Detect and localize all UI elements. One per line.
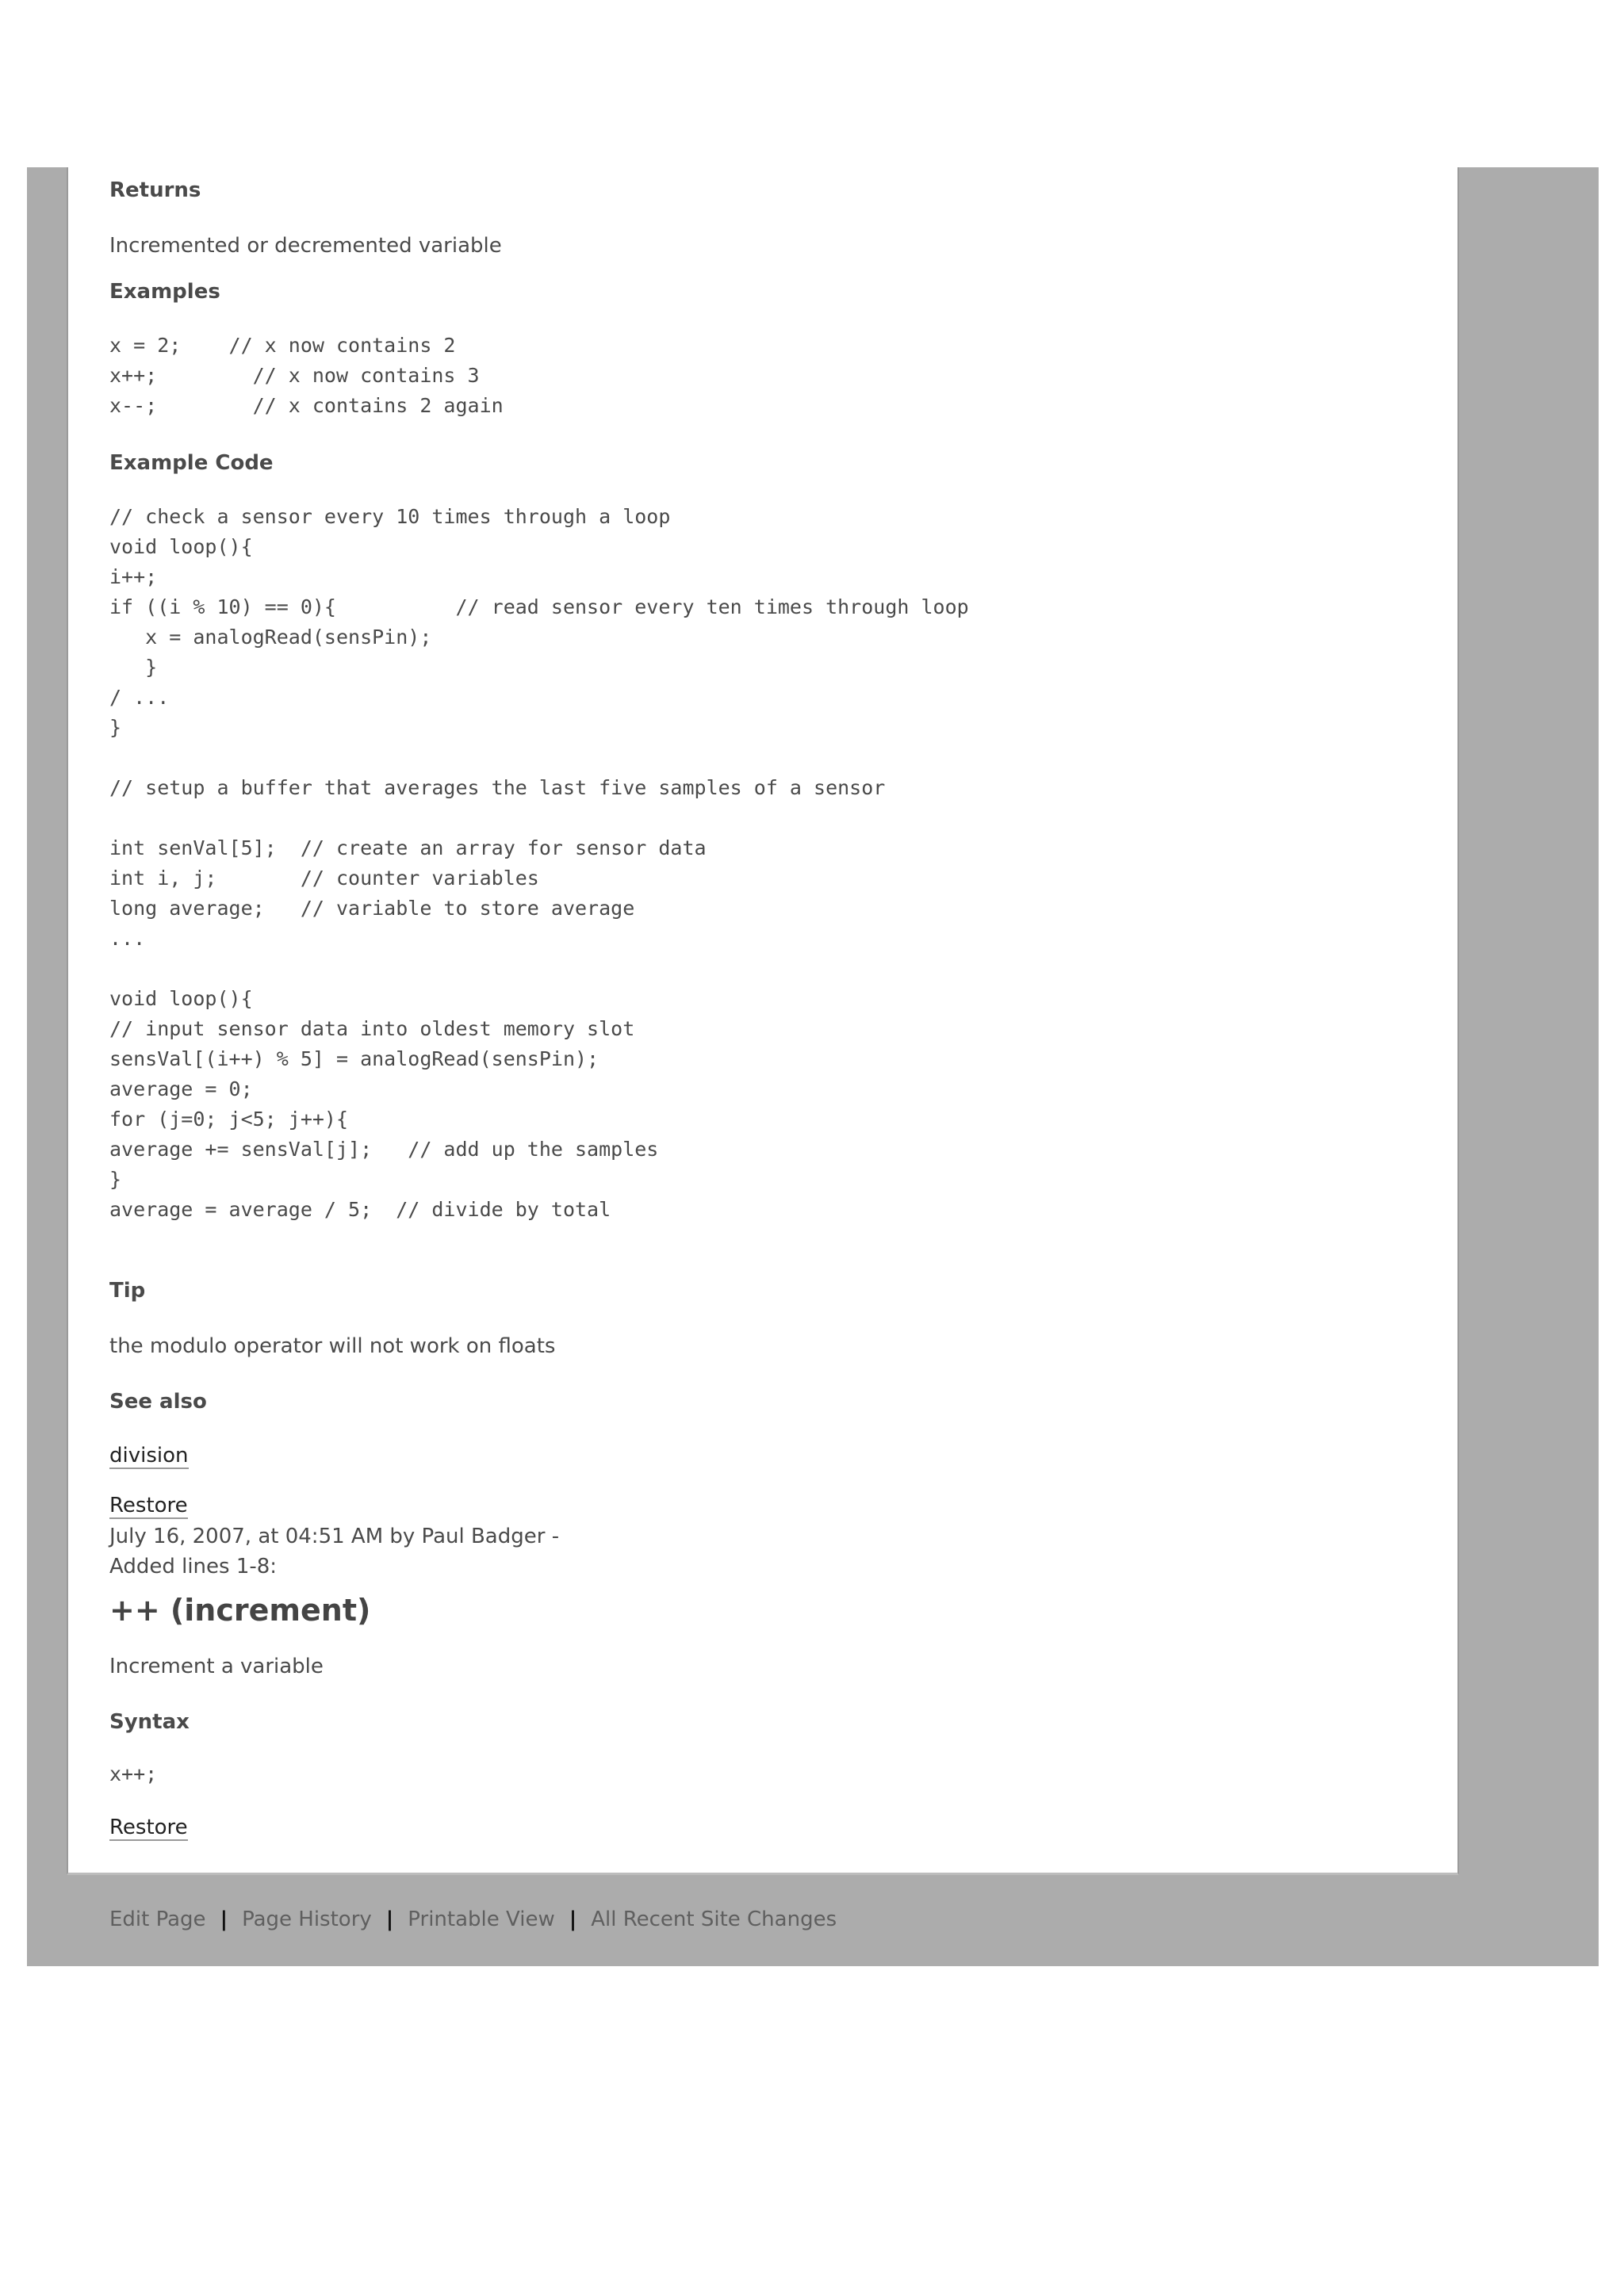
syntax-code: x++; (109, 1762, 158, 1785)
increment-description: Increment a variable (109, 1655, 324, 1678)
increment-title: ++ (increment) (109, 1593, 371, 1628)
division-link[interactable]: division (109, 1444, 189, 1468)
history-diff-summary: Added lines 1-8: (109, 1555, 278, 1578)
all-recent-changes-link[interactable]: All Recent Site Changes (591, 1908, 837, 1931)
page-history-link[interactable]: Page History (242, 1908, 372, 1931)
returns-text: Incremented or decremented variable (109, 234, 502, 258)
footer-separator: | (220, 1908, 228, 1931)
footer-actions (109, 1908, 837, 1931)
see-also-heading: See also (109, 1390, 207, 1414)
syntax-heading: Syntax (109, 1710, 190, 1734)
examples-code: x = 2; // x now contains 2 x++; // x now contains 3 x--; // x contains 2 again (109, 334, 504, 417)
content-panel (67, 167, 1459, 1875)
restore-link[interactable]: Restore (109, 1494, 188, 1517)
history-entry: July 16, 2007, at 04:51 AM by Paul Badger - (109, 1525, 560, 1548)
example-code-block: // check a sensor every 10 times through a loop void loop(){ i++; if ((i % 10) == 0){ // read sensor every ten times through loop x = analogRead(sensPin); } / ... } // setup a buffer that averages the last five samples of a sensor int senVal[5]; // create an array for sensor data int i, j; // counter variables long average; // variable to store average ... void loop(){ // input sensor data into oldest memory slot sensVal[(i++) % 5] = analogRead(sensPin); average = 0; for (j=0; j<5; j++){ average += sensVal[j]; // add up the samples } average = average / 5; // divide by total (109, 505, 969, 1221)
examples-heading: Examples (109, 280, 220, 304)
footer-separator: | (569, 1908, 577, 1931)
footer-separator: | (385, 1908, 394, 1931)
restore-link-2[interactable]: Restore (109, 1816, 188, 1839)
example-code-heading: Example Code (109, 451, 274, 475)
tip-heading: Tip (109, 1279, 146, 1303)
returns-heading: Returns (109, 178, 201, 202)
edit-page-link[interactable]: Edit Page (109, 1908, 206, 1931)
tip-text: the modulo operator will not work on floats (109, 1334, 556, 1358)
printable-view-link[interactable]: Printable View (408, 1908, 555, 1931)
